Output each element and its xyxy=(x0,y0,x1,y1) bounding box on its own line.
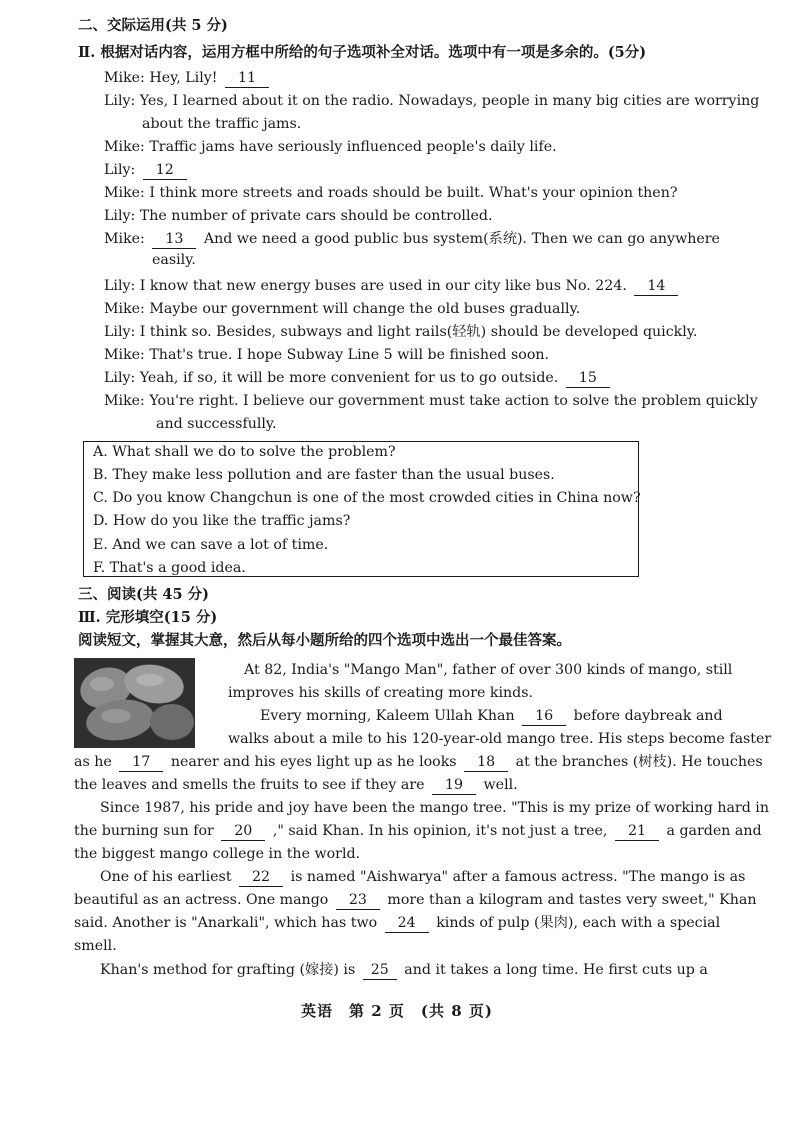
answer-blank[interactable]: 15 xyxy=(566,370,610,388)
answer-blank[interactable]: 20 xyxy=(221,823,265,841)
page-footer: 英语 第 2 页 (共 8 页) xyxy=(301,1002,493,1020)
answer-blank[interactable]: 22 xyxy=(239,869,283,887)
passage-line: as he 17 nearer and his eyes light up as he looks 18 at the branches (树枝). He touches xyxy=(74,754,763,770)
passage-line: One of his earliest 22 is named "Aishwarya" after a famous actress. "The mango is as xyxy=(100,869,746,885)
option-b: B. They make less pollution and are faster than the usual buses. xyxy=(93,467,555,483)
answer-blank[interactable]: 14 xyxy=(634,278,678,296)
passage-line: Since 1987, his pride and joy have been the mango tree. "This is my prize of working hard in xyxy=(100,800,769,816)
dialogue-line: Lily: Yes, I learned about it on the radio. Nowadays, people in many big cities are worrying xyxy=(104,93,760,109)
dialogue-line: Mike: That's true. I hope Subway Line 5 will be finished soon. xyxy=(104,347,550,363)
answer-blank[interactable]: 12 xyxy=(143,162,187,180)
option-c: C. Do you know Changchun is one of the most crowded cities in China now? xyxy=(93,490,641,506)
answer-blank[interactable]: 13 xyxy=(152,231,196,249)
passage-line: beautiful as an actress. One mango 23 more than a kilogram and tastes very sweet," Khan xyxy=(74,892,757,908)
passage-line: At 82, India's "Mango Man", father of over 300 kinds of mango, still xyxy=(244,662,733,678)
passage-line: Every morning, Kaleem Ullah Khan 16 before daybreak and xyxy=(260,708,723,724)
passage-line: the biggest mango college in the world. xyxy=(74,846,361,862)
passage-line: improves his skills of creating more kinds. xyxy=(228,685,534,701)
passage-line: the burning sun for 20 ," said Khan. In his opinion, it's not just a tree, 21 a garden and xyxy=(74,823,762,839)
answer-blank[interactable]: 19 xyxy=(432,777,476,795)
dialogue-line: Mike: You're right. I believe our government must take action to solve the problem quickly xyxy=(104,393,758,409)
answer-blank[interactable]: 11 xyxy=(225,70,269,88)
subsection-heading: Ⅲ. 完形填空(15 分) xyxy=(78,609,218,626)
option-d: D. How do you like the traffic jams? xyxy=(93,513,351,529)
dialogue-line: Mike: Maybe our government will change the old buses gradually. xyxy=(104,301,581,317)
section-instruction: 阅读短文，掌握其大意，然后从每小题所给的四个选项中选出一个最佳答案。 xyxy=(78,632,571,649)
answer-blank[interactable]: 24 xyxy=(385,915,429,933)
mango-image xyxy=(74,658,195,748)
passage-line: said. Another is "Anarkali", which has two 24 kinds of pulp (果肉), each with a special xyxy=(74,915,721,931)
passage-line: the leaves and smells the fruits to see if they are 19 well. xyxy=(74,777,518,793)
section-heading: 三、阅读(共 45 分) xyxy=(78,586,209,603)
answer-blank[interactable]: 23 xyxy=(336,892,380,910)
section-heading: 二、交际运用(共 5 分) xyxy=(78,17,228,34)
dialogue-line: Lily: 12 xyxy=(104,160,190,180)
dialogue-line: and successfully. xyxy=(156,416,277,432)
dialogue-line: Mike: 13 And we need a good public bus system(系统). Then we can go anywhere xyxy=(104,231,720,247)
dialogue-line: Mike: I think more streets and roads should be built. What's your opinion then? xyxy=(104,185,678,201)
dialogue-line: Mike: Traffic jams have seriously influenced people's daily life. xyxy=(104,139,557,155)
answer-blank[interactable]: 18 xyxy=(464,754,508,772)
option-a: A. What shall we do to solve the problem? xyxy=(93,444,396,460)
answer-blank[interactable]: 17 xyxy=(119,754,163,772)
dialogue-line: easily. xyxy=(152,252,196,268)
passage-line: walks about a mile to his 120-year-old mango tree. His steps become faster xyxy=(228,731,772,747)
answer-blank[interactable]: 25 xyxy=(363,962,397,980)
passage-line: smell. xyxy=(74,938,117,954)
dialogue-line: about the traffic jams. xyxy=(142,116,302,132)
answer-blank[interactable]: 16 xyxy=(522,708,566,726)
option-f: F. That's a good idea. xyxy=(93,560,246,576)
option-e: E. And we can save a lot of time. xyxy=(93,537,329,553)
passage-line: Khan's method for grafting (嫁接) is 25 and it takes a long time. He first cuts up a xyxy=(100,962,708,978)
dialogue-line: Lily: The number of private cars should be controlled. xyxy=(104,208,493,224)
answer-blank[interactable]: 21 xyxy=(615,823,659,841)
dialogue-line: Lily: Yeah, if so, it will be more convenient for us to go outside. 15 xyxy=(104,368,613,388)
section-instruction: Ⅱ. 根据对话内容，运用方框中所给的句子选项补全对话。选项中有一项是多余的。(5分) xyxy=(78,44,647,61)
dialogue-line: Lily: I think so. Besides, subways and light rails(轻轨) should be developed quickly. xyxy=(104,324,698,340)
dialogue-line: Lily: I know that new energy buses are used in our city like bus No. 224. 14 xyxy=(104,276,681,296)
mango-photo xyxy=(74,658,195,748)
dialogue-line: Mike: Hey, Lily! 11 xyxy=(104,68,272,88)
